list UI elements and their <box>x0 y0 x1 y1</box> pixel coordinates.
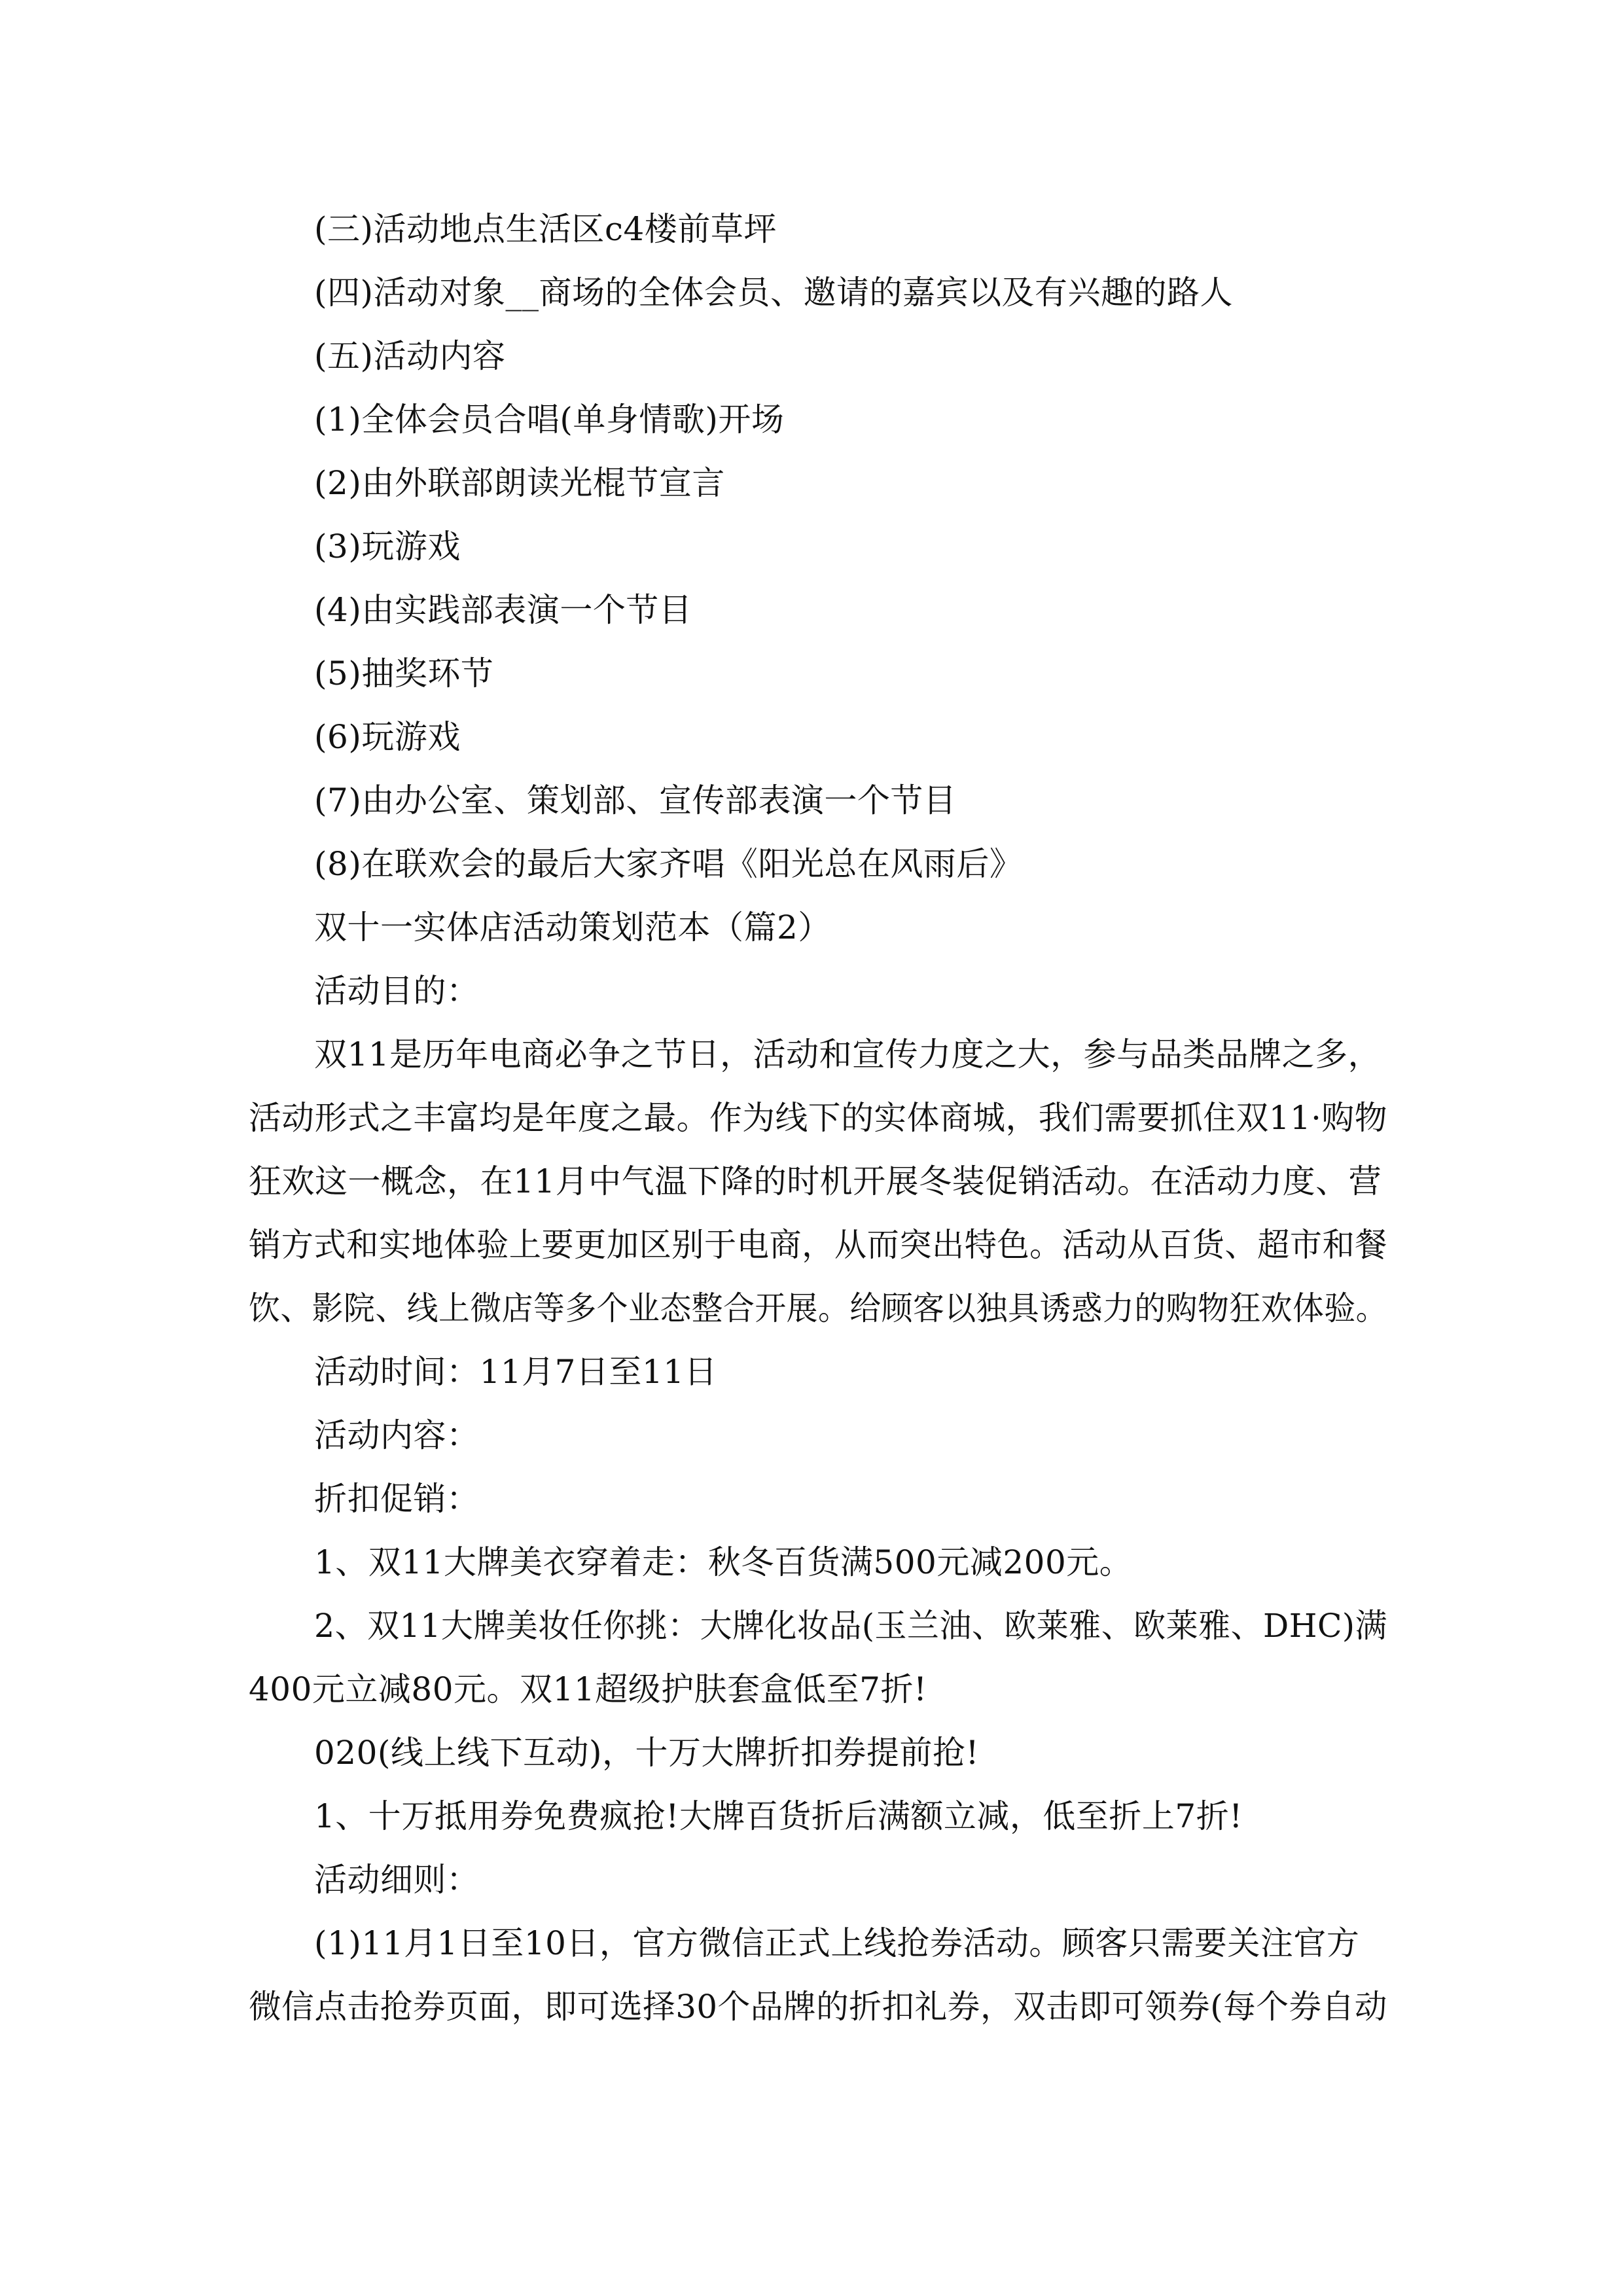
text-line: (3)玩游戏 <box>314 528 461 565</box>
paragraph-line: 2、双11大牌美妆任你挑：大牌化妆品(玉兰油、欧莱雅、欧莱雅、DHC)满 <box>314 1607 1387 1645</box>
text-line: (5)抽奖环节 <box>314 655 494 692</box>
text-line: (四)活动对象__商场的全体会员、邀请的嘉宾以及有兴趣的路人 <box>314 274 1234 312</box>
text-line: 活动目的： <box>314 972 480 1010</box>
text-line: (2)由外联部朗读光棍节宣言 <box>314 464 725 502</box>
text-line: (五)活动内容 <box>314 337 506 375</box>
text-line: (6)玩游戏 <box>314 718 461 756</box>
text-line: (4)由实践部表演一个节目 <box>314 591 692 629</box>
paragraph-line: (1)11月1日至10日，官方微信正式上线抢券活动。顾客只需要关注官方 <box>314 1924 1360 1962</box>
paragraph-line: 销方式和实地体验上要更加区别于电商，从而突出特色。活动从百货、超市和餐 <box>249 1226 1387 1264</box>
text-line: (7)由办公室、策划部、宣传部表演一个节目 <box>314 781 957 819</box>
paragraph-line: 活动形式之丰富均是年度之最。作为线下的实体商城，我们需要抓住双11·购物 <box>249 1099 1387 1137</box>
text-line: 活动内容： <box>314 1416 480 1454</box>
text-line: (8)在联欢会的最后大家齐唱《阳光总在风雨后》 <box>314 845 1023 883</box>
paragraph-line: 饮、影院、线上微店等多个业态整合开展。给顾客以独具诱惑力的购物狂欢体验。 <box>249 1289 1387 1327</box>
paragraph-line: 狂欢这一概念，在11月中气温下降的时机开展冬装促销活动。在活动力度、营 <box>249 1162 1382 1200</box>
text-line: 1、双11大牌美衣穿着走：秋冬百货满500元减200元。 <box>314 1543 1133 1581</box>
paragraph-line: 400元立减80元。双11超级护肤套盒低至7折! <box>249 1670 927 1708</box>
text-line: (1)全体会员合唱(单身情歌)开场 <box>314 401 785 439</box>
paragraph-line: 双11是历年电商必争之节日，活动和宣传力度之大，参与品类品牌之多， <box>314 1035 1382 1073</box>
paragraph-line: 微信点击抢券页面，即可选择30个品牌的折扣礼券，双击即可领券(每个券自动 <box>249 1988 1387 2026</box>
text-line: (三)活动地点生活区c4楼前草坪 <box>314 210 777 248</box>
text-line: 活动细则： <box>314 1861 480 1899</box>
section-heading: 双十一实体店活动策划范本（篇2） <box>314 908 831 946</box>
text-line: 折扣促销： <box>314 1480 480 1518</box>
text-line: 1、十万抵用券免费疯抢!大牌百货折后满额立减，低至折上7折! <box>314 1797 1243 1835</box>
text-line: 020(线上线下互动)，十万大牌折扣券提前抢! <box>314 1734 980 1772</box>
text-line: 活动时间：11月7日至11日 <box>314 1353 718 1391</box>
